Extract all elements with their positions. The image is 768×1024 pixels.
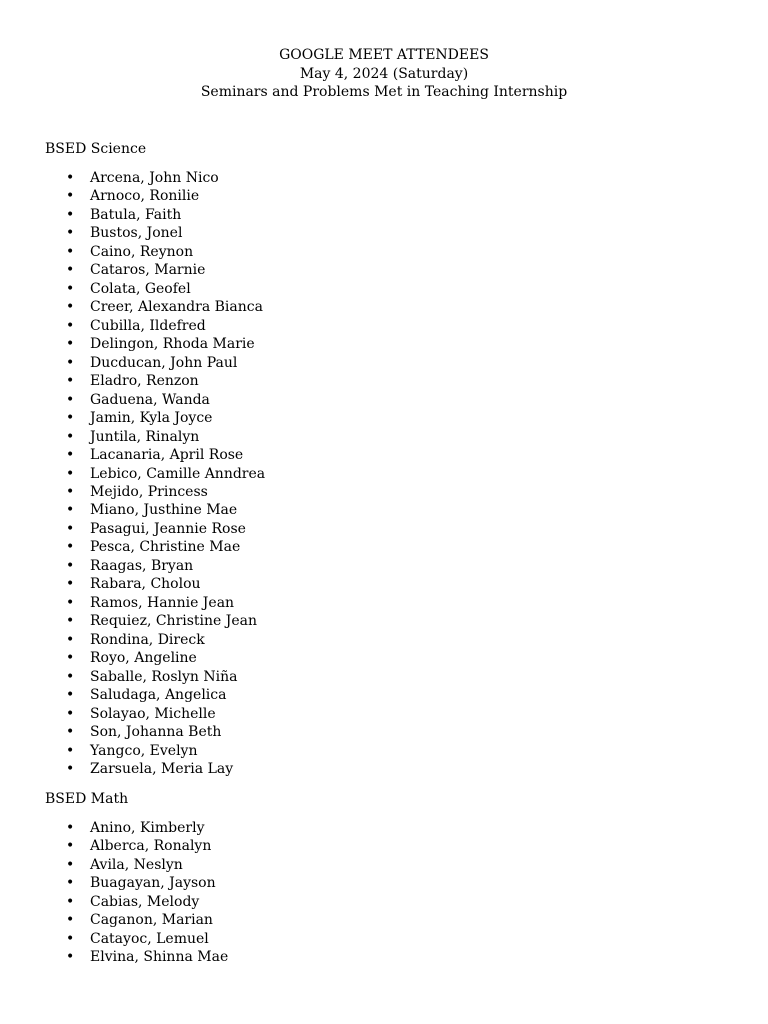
attendee-name: Colata, Geofel <box>90 280 191 297</box>
attendee-name: Jamin, Kyla Joyce <box>90 410 213 427</box>
bullet-icon: • <box>66 930 75 947</box>
bullet-icon: • <box>66 557 75 574</box>
bullet-icon: • <box>66 539 75 556</box>
bullet-icon: • <box>66 613 75 630</box>
attendee-name: Elvina, Shinna Mae <box>90 949 229 966</box>
attendee-name: Bustos, Jonel <box>90 225 183 242</box>
bullet-icon: • <box>66 761 75 777</box>
bullet-icon: • <box>66 262 75 279</box>
bullet-icon: • <box>66 336 75 353</box>
attendee-name: Pesca, Christine Mae <box>90 539 241 556</box>
attendee-name: Lebico, Camille Anndrea <box>90 465 266 482</box>
attendee-name: Solayao, Michelle <box>90 705 216 722</box>
bullet-icon: • <box>66 742 75 759</box>
attendee-name: Catayoc, Lemuel <box>90 930 209 947</box>
attendee-name: Lacanaria, April Rose <box>90 447 244 464</box>
attendee-name: Miano, Justhine Mae <box>90 502 238 519</box>
bullet-icon: • <box>66 410 75 427</box>
bullet-icon: • <box>66 912 75 929</box>
attendee-name: Royo, Angeline <box>90 650 197 667</box>
bullet-icon: • <box>66 520 75 537</box>
bullet-icon: • <box>66 949 75 966</box>
bullet-icon: • <box>66 206 75 223</box>
bullet-icon: • <box>66 299 75 316</box>
attendee-name: Cubilla, Ildefred <box>90 317 206 334</box>
bullet-icon: • <box>66 170 75 186</box>
bullet-icon: • <box>66 483 75 500</box>
attendee-name: Batula, Faith <box>90 206 182 223</box>
attendee-name: Alberca, Ronalyn <box>90 838 212 855</box>
attendee-name: Caino, Reynon <box>90 243 194 260</box>
attendee-name: Buagayan, Jayson <box>90 875 216 892</box>
section-heading-bsed-math: BSED Math <box>45 791 129 807</box>
attendee-name: Pasagui, Jeannie Rose <box>90 520 246 537</box>
attendee-name: Arnoco, Ronilie <box>90 188 200 205</box>
bullet-icon: • <box>66 391 75 408</box>
attendee-name: Anino, Kimberly <box>90 820 205 836</box>
attendee-name: Creer, Alexandra Bianca <box>90 299 263 316</box>
bullet-icon: • <box>66 188 75 205</box>
section-heading-bsed-science: BSED Science <box>45 141 147 157</box>
attendee-name: Requiez, Christine Jean <box>90 613 258 630</box>
bullet-icon: • <box>66 447 75 464</box>
attendee-name: Mejido, Princess <box>90 483 208 500</box>
bullet-icon: • <box>66 724 75 741</box>
document-title: GOOGLE MEET ATTENDEES <box>279 47 489 63</box>
attendee-name: Saludaga, Angelica <box>90 687 227 704</box>
attendee-name: Eladro, Renzon <box>90 373 199 390</box>
attendee-name: Saballe, Roslyn Niña <box>90 668 238 685</box>
bullet-icon: • <box>66 856 75 873</box>
attendee-name: Rabara, Cholou <box>90 576 201 593</box>
attendee-name: Juntila, Rinalyn <box>90 428 200 445</box>
document-date: May 4, 2024 (Saturday) <box>299 65 469 82</box>
attendee-name: Son, Johanna Beth <box>90 724 222 741</box>
bullet-icon: • <box>66 820 75 836</box>
document-subtitle: Seminars and Problems Met in Teaching Internship <box>200 84 568 100</box>
bullet-icon: • <box>66 502 75 519</box>
bullet-icon: • <box>66 243 75 260</box>
attendee-name: Delingon, Rhoda Marie <box>90 336 255 353</box>
attendee-name: Raagas, Bryan <box>90 557 194 574</box>
attendee-name: Caganon, Marian <box>90 912 213 929</box>
document-header <box>0 46 768 102</box>
attendee-name: Gaduena, Wanda <box>90 391 210 408</box>
attendee-name: Yangco, Evelyn <box>90 742 198 759</box>
attendee-name: Rondina, Direck <box>90 631 205 648</box>
attendee-name: Arcena, John Nico <box>90 170 219 186</box>
bullet-icon: • <box>66 875 75 892</box>
attendee-name: Cataros, Marnie <box>90 262 206 279</box>
bullet-icon: • <box>66 631 75 648</box>
bullet-icon: • <box>66 225 75 242</box>
bullet-icon: • <box>66 668 75 685</box>
bullet-icon: • <box>66 576 75 593</box>
attendee-name: Avila, Neslyn <box>90 856 183 873</box>
bullet-icon: • <box>66 373 75 390</box>
bullet-icon: • <box>66 893 75 910</box>
bullet-icon: • <box>66 317 75 334</box>
bullet-icon: • <box>66 354 75 371</box>
attendee-name: Cabias, Melody <box>90 893 200 910</box>
bullet-icon: • <box>66 594 75 611</box>
bullet-icon: • <box>66 650 75 667</box>
bullet-icon: • <box>66 687 75 704</box>
bullet-icon: • <box>66 428 75 445</box>
bullet-icon: • <box>66 465 75 482</box>
attendee-name: Ducducan, John Paul <box>90 354 238 371</box>
attendee-name: Zarsuela, Meria Lay <box>90 761 234 777</box>
bullet-icon: • <box>66 280 75 297</box>
bullet-icon: • <box>66 838 75 855</box>
bullet-icon: • <box>66 705 75 722</box>
attendee-name: Ramos, Hannie Jean <box>90 594 235 611</box>
